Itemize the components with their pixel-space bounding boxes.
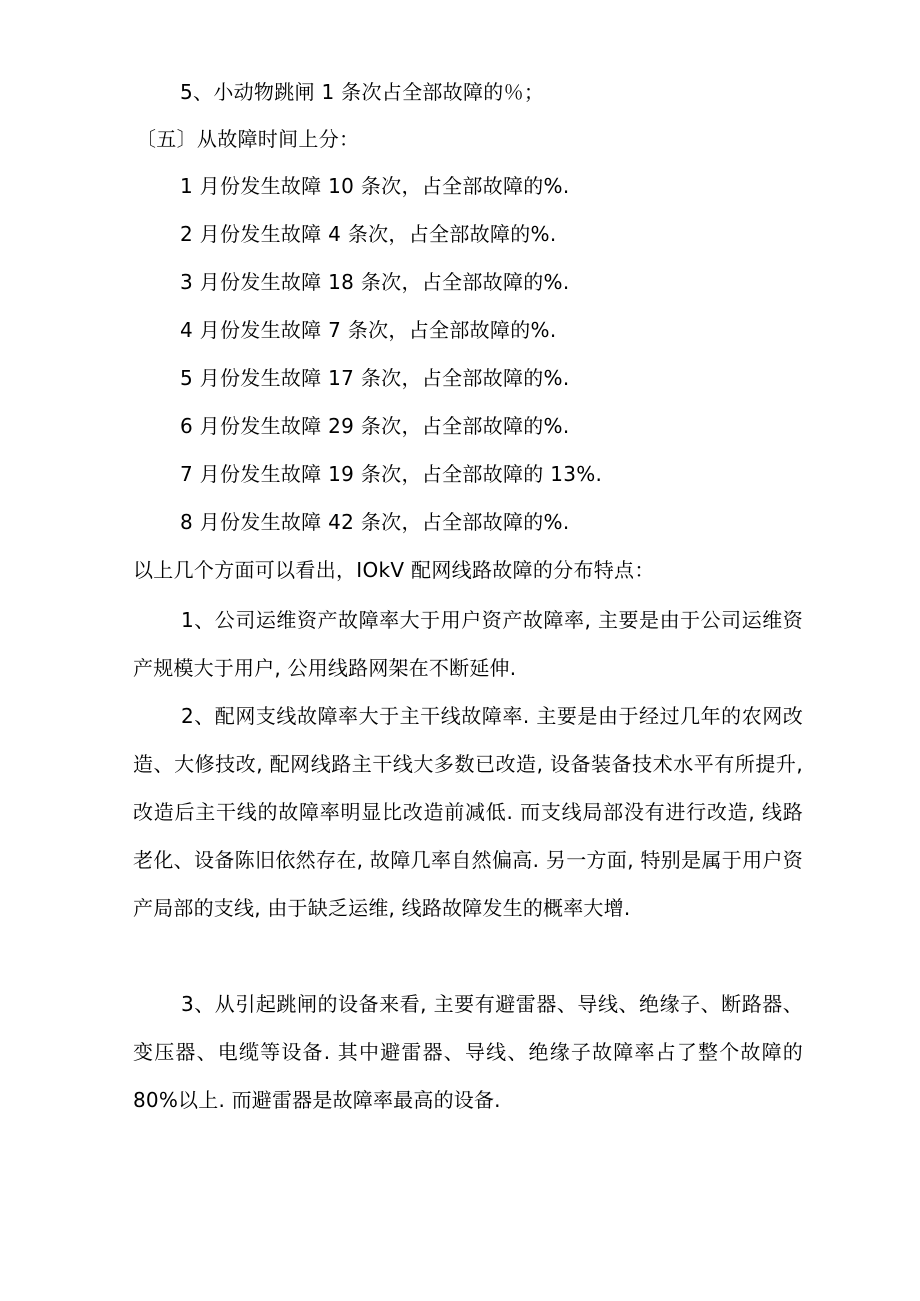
month-line-5: 5 月份发生故障 17 条次，占全部故障的%. [180, 366, 570, 390]
month-line-3: 3 月份发生故障 18 条次，占全部故障的%. [180, 270, 570, 294]
month-line-4: 4 月份发生故障 7 条次，占全部故障的%. [180, 318, 557, 342]
section-5-heading: 〔五〕从故障时间上分： [136, 127, 360, 151]
month-line-7: 7 月份发生故障 19 条次，占全部故障的 13%. [180, 462, 603, 486]
item-5-small-animal-trips: 5、小动物跳闸 1 条次占全部故障的％； [180, 80, 545, 104]
month-line-8: 8 月份发生故障 42 条次，占全部故障的%. [180, 510, 570, 534]
month-line-1: 1 月份发生故障 10 条次，占全部故障的%. [180, 174, 570, 198]
point-2-paragraph: 2、配网支线故障率大于主干线故障率. 主要是由于经过几年的农网改造、大修技改, 配网线路主干线大多数已改造, 设备装备技术水平有所提升, 改造后主干线的故障率明显比改造前减低. 而支线局部没有进行改造, 线路老化、设备陈旧依然存在, 故障几率自然偏高. 另一方面, 特别是属于用户资产局部的支线, 由于缺乏运维, 线路故障发生的概率大增. [133, 704, 803, 920]
point-3-paragraph: 3、从引起跳闸的设备来看, 主要有避雷器、导线、绝缘子、断路器、变压器、电缆等设备. 其中避雷器、导线、绝缘子故障率占了整个故障的 80%以上. 而避雷器是故障率最高的设备. [133, 992, 803, 1112]
month-line-2: 2 月份发生故障 4 条次，占全部故障的%. [180, 222, 557, 246]
summary-heading: 以上几个方面可以看出，IOkV 配网线路故障的分布特点： [133, 558, 655, 582]
month-line-6: 6 月份发生故障 29 条次，占全部故障的%. [180, 414, 570, 438]
point-1-paragraph: 1、公司运维资产故障率大于用户资产故障率, 主要是由于公司运维资产规模大于用户, 公用线路网架在不断延伸. [133, 608, 803, 680]
